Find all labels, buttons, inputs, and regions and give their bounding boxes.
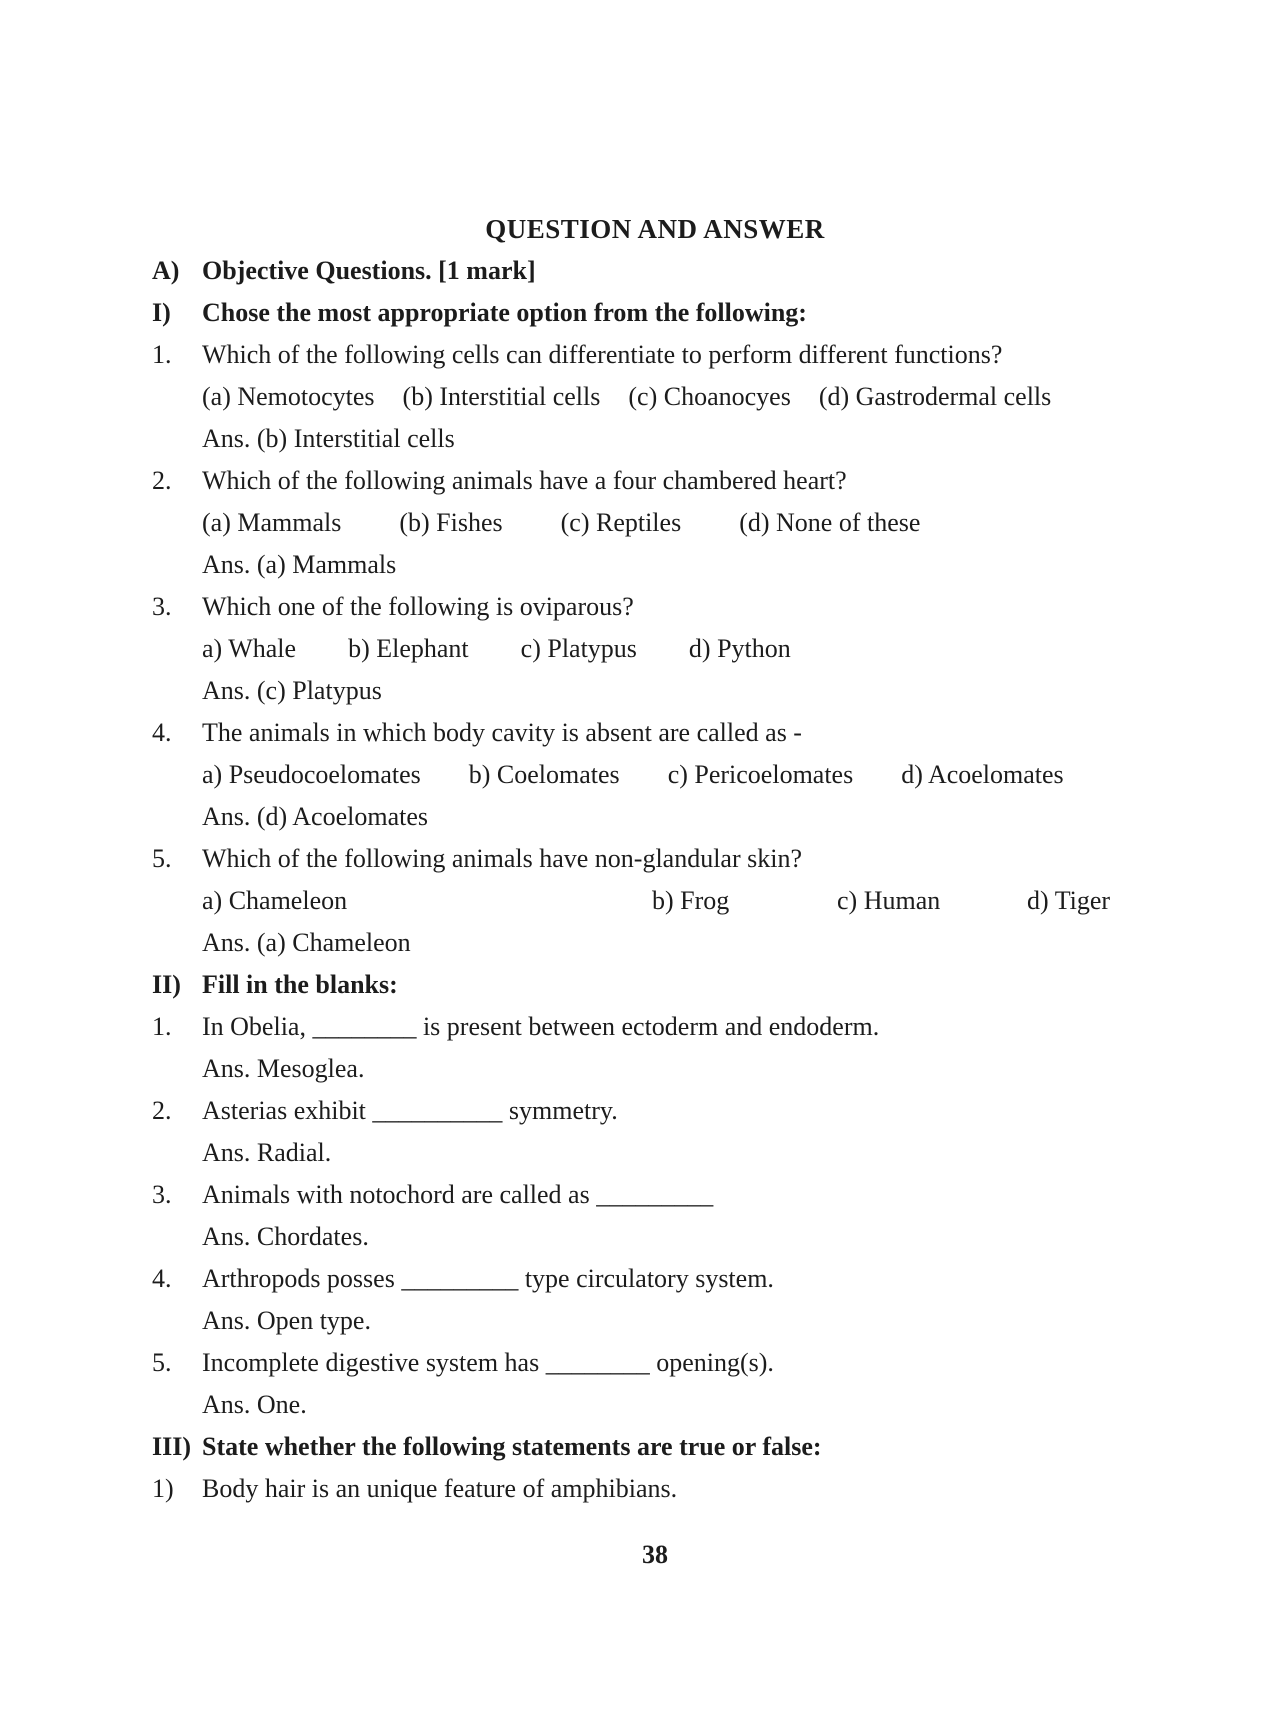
option-b: b) Coelomates <box>468 760 620 789</box>
option-d: d) Acoelomates <box>901 760 1064 789</box>
mcq-answer <box>152 670 1158 712</box>
answer-text: Ans. (c) Platypus <box>202 676 382 705</box>
fill-blank-question <box>152 1006 1158 1048</box>
mcq-answer <box>152 544 1158 586</box>
section-i-text: Chose the most appropriate option from the following: <box>202 298 807 327</box>
answer-text: Ans. Radial. <box>202 1138 332 1167</box>
fill-blank-answer <box>152 1216 1158 1258</box>
mcq-answer <box>152 418 1158 460</box>
question-text: Arthropods posses _________ type circulatory system. <box>202 1264 774 1293</box>
question-number: 1. <box>152 1012 172 1041</box>
statement-text: Body hair is an unique feature of amphibians. <box>202 1474 678 1503</box>
option-d: (d) None of these <box>739 508 921 537</box>
section-ii-heading <box>152 964 1158 1006</box>
question-number: 4. <box>152 718 172 747</box>
mcq-question <box>152 838 1158 880</box>
fill-blank-question <box>152 1258 1158 1300</box>
question-text: Incomplete digestive system has ________ opening(s). <box>202 1348 774 1377</box>
mcq-question <box>152 712 1158 754</box>
question-number: 3. <box>152 592 172 621</box>
option-a: (a) Nemotocytes <box>202 382 375 411</box>
mcq-options <box>152 502 1158 544</box>
option-c: c) Pericoelomates <box>667 760 854 789</box>
question-text: In Obelia, ________ is present between ectoderm and endoderm. <box>202 1012 880 1041</box>
option-b: b) Frog <box>652 886 730 915</box>
page-number: 38 <box>642 1540 668 1569</box>
section-a-text: Objective Questions. [1 mark] <box>202 256 536 285</box>
question-text: Animals with notochord are called as _________ <box>202 1180 714 1209</box>
page-content <box>152 208 1158 1576</box>
question-number: 2. <box>152 466 172 495</box>
answer-text: Ans. (b) Interstitial cells <box>202 424 455 453</box>
answer-text: Ans. Chordates. <box>202 1222 369 1251</box>
question-number: 5. <box>152 844 172 873</box>
page-title: QUESTION AND ANSWER <box>485 214 825 244</box>
question-text: Which of the following animals have a four chambered heart? <box>202 466 847 495</box>
option-a: (a) Mammals <box>202 508 342 537</box>
true-false-statement <box>152 1468 1158 1510</box>
option-b: (b) Fishes <box>399 508 503 537</box>
mcq-options <box>152 754 1158 796</box>
fill-blank-question <box>152 1090 1158 1132</box>
section-ii-text: Fill in the blanks: <box>202 970 398 999</box>
statement-number: 1) <box>152 1474 174 1503</box>
section-ii-label: II) <box>152 970 181 999</box>
answer-text: Ans. One. <box>202 1390 307 1419</box>
fill-blank-answer <box>152 1300 1158 1342</box>
option-c: (c) Reptiles <box>560 508 682 537</box>
mcq-question <box>152 334 1158 376</box>
section-iii-label: III) <box>152 1432 192 1461</box>
mcq-options <box>152 376 1158 418</box>
section-iii-text: State whether the following statements are true or false: <box>202 1432 822 1461</box>
question-text: Asterias exhibit __________ symmetry. <box>202 1096 618 1125</box>
section-a-label: A) <box>152 256 180 285</box>
fill-blank-answer <box>152 1048 1158 1090</box>
answer-text: Ans. Mesoglea. <box>202 1054 365 1083</box>
fill-blank-answer <box>152 1132 1158 1174</box>
fill-blank-answer <box>152 1384 1158 1426</box>
section-i-label: I) <box>152 298 171 327</box>
question-number: 4. <box>152 1264 172 1293</box>
question-text: Which one of the following is oviparous? <box>202 592 634 621</box>
mcq-options <box>152 628 1158 670</box>
fill-blank-question <box>152 1342 1158 1384</box>
option-a: a) Whale <box>202 634 297 663</box>
mcq-options <box>152 880 1158 922</box>
answer-text: Ans. Open type. <box>202 1306 371 1335</box>
option-c: (c) Choanocyes <box>628 382 791 411</box>
fill-blank-question <box>152 1174 1158 1216</box>
option-c: c) Platypus <box>520 634 637 663</box>
mcq-answer <box>152 796 1158 838</box>
section-i-heading <box>152 292 1158 334</box>
option-b: b) Elephant <box>348 634 469 663</box>
question-number: 1. <box>152 340 172 369</box>
question-number: 5. <box>152 1348 172 1377</box>
mcq-answer <box>152 922 1158 964</box>
mcq-question <box>152 586 1158 628</box>
question-number: 3. <box>152 1180 172 1209</box>
option-b: (b) Interstitial cells <box>402 382 601 411</box>
option-c: c) Human <box>837 886 941 915</box>
answer-text: Ans. (a) Chameleon <box>202 928 411 957</box>
option-d: d) Python <box>688 634 791 663</box>
mcq-question <box>152 460 1158 502</box>
question-number: 2. <box>152 1096 172 1125</box>
question-text: Which of the following cells can differentiate to perform different functions? <box>202 340 1003 369</box>
option-d: (d) Gastrodermal cells <box>818 382 1052 411</box>
option-a: a) Chameleon <box>202 886 348 915</box>
option-a: a) Pseudocoelomates <box>202 760 421 789</box>
answer-text: Ans. (a) Mammals <box>202 550 397 579</box>
question-text: Which of the following animals have non-glandular skin? <box>202 844 803 873</box>
section-iii-heading <box>152 1426 1158 1468</box>
answer-text: Ans. (d) Acoelomates <box>202 802 429 831</box>
question-text: The animals in which body cavity is absent are called as - <box>202 718 802 747</box>
section-a-heading <box>152 250 1158 292</box>
option-d: d) Tiger <box>1027 886 1111 915</box>
